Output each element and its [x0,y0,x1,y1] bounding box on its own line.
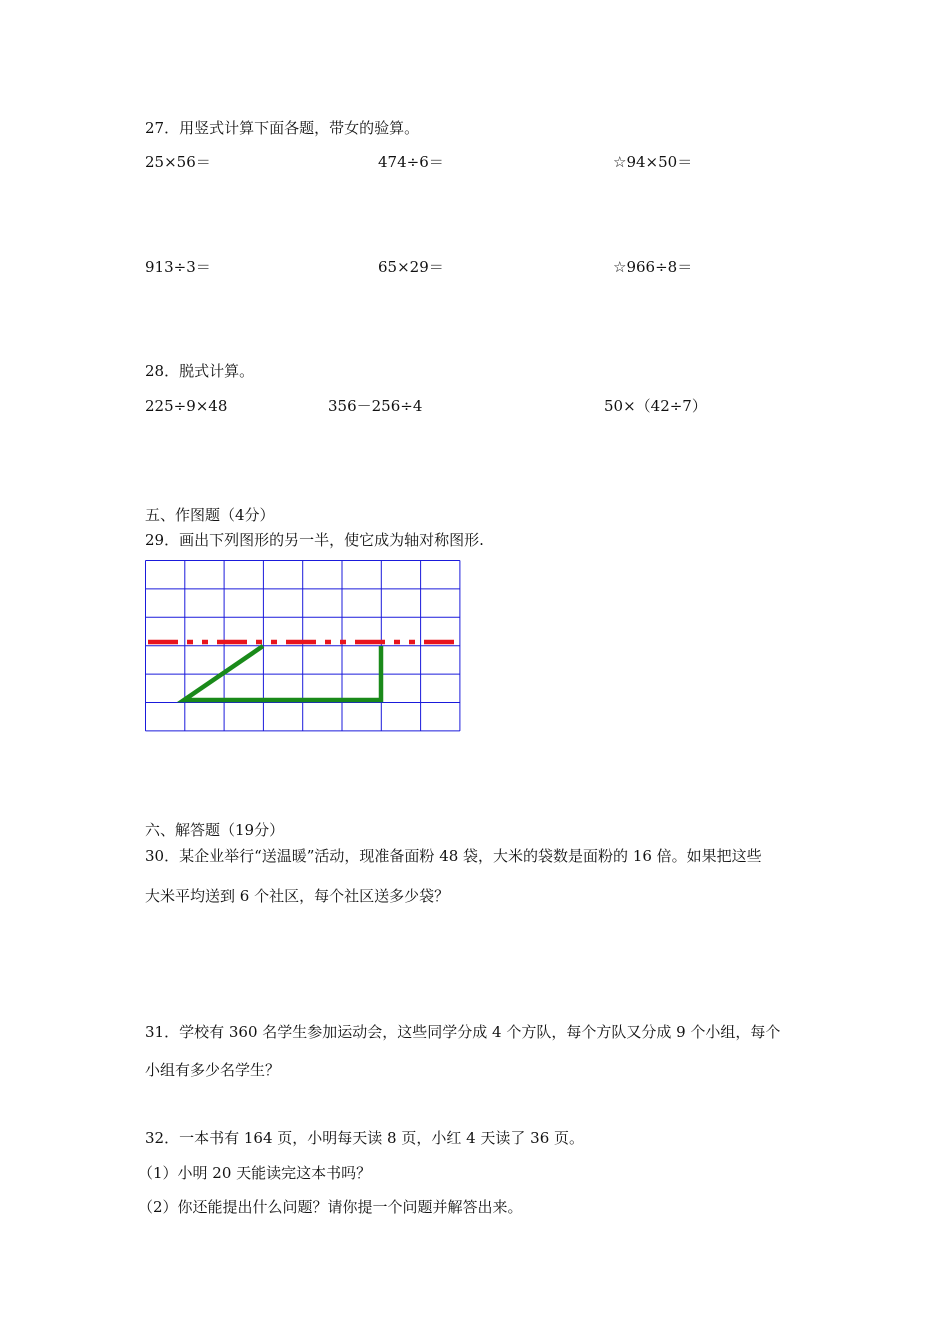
q32-sub-2: （2）你还能提出什么问题？请你提一个问题并解答出来。 [138,1198,523,1216]
q31-line-1: 31．学校有 360 名学生参加运动会，这些同学分成 4 个方队，每个方队又分成 9 个小组，每个 [145,1023,781,1041]
q29-text: 29．画出下列图形的另一半，使它成为轴对称图形. [145,531,484,549]
q30-line-1: 30．某企业举行“送温暖”活动，现准备面粉 48 袋，大米的袋数是面粉的 16 倍。如果把这些 [145,847,762,865]
symmetry-grid-figure [145,560,461,736]
q27-expr-5: 65×29＝ [378,258,444,276]
q28-expr-2: 356－256÷4 [328,397,423,415]
q32-sub-1: （1）小明 20 天能读完这本书吗？ [138,1164,372,1182]
q31-line-2: 小组有多少名学生？ [145,1061,281,1079]
q32-title: 32．一本书有 164 页，小明每天读 8 页，小红 4 天读了 36 页。 [145,1129,585,1147]
q28-expr-3: 50×（42÷7） [604,397,707,415]
grid-lines [146,561,460,731]
q27-title: 27．用竖式计算下面各题，带女的验算。 [145,119,420,137]
q27-expr-4: 913÷3＝ [145,258,211,276]
q27-expr-6: ☆966÷8＝ [613,258,693,276]
q27-expr-1: 25×56＝ [145,153,211,171]
q30-line-2: 大米平均送到 6 个社区，每个社区送多少袋？ [145,887,450,905]
q28-expr-1: 225÷9×48 [145,397,228,415]
section5-heading: 五、作图题（4分） [145,506,275,524]
q27-expr-3: ☆94×50＝ [613,153,693,171]
q28-title: 28．脱式计算。 [145,362,255,380]
section6-heading: 六、解答题（19分） [145,821,285,839]
half-figure [184,646,381,700]
q27-expr-2: 474÷6＝ [378,153,444,171]
grid-svg [145,560,461,732]
